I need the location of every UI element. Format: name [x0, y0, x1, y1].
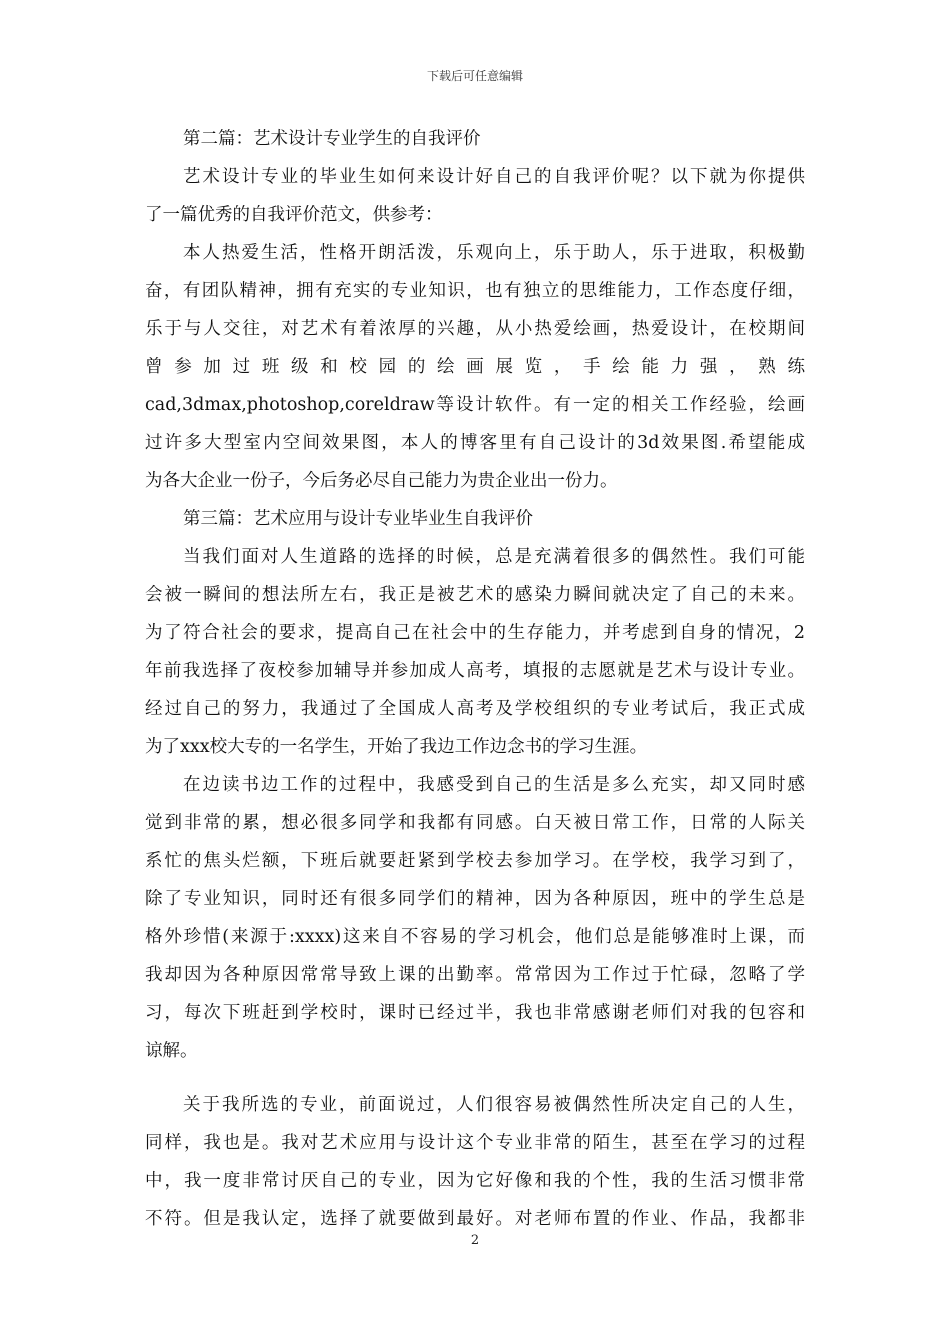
text-line: 经过自己的努力，我通过了全国成人高考及学校组织的专业考试后，我正式成	[145, 699, 805, 719]
text-line: 同样，我也是。我对艺术应用与设计这个专业非常的陌生，甚至在学习的过程	[145, 1133, 805, 1153]
text-line: 乐于与人交往，对艺术有着浓厚的兴趣，从小热爱绘画，热爱设计，在校期间	[145, 319, 805, 339]
text-line: 中，我一度非常讨厌自己的专业，因为它好像和我的个性，我的生活习惯非常	[145, 1171, 805, 1191]
text-line: 除了专业知识，同时还有很多同学们的精神，因为各种原因，班中的学生总是	[145, 889, 805, 909]
text-line: 习，每次下班赶到学校时，课时已经过半，我也非常感谢老师们对我的包容和	[145, 1003, 805, 1023]
page-header: 下载后可任意编辑	[426, 69, 523, 83]
text-line: cad,3dmax,photoshop,coreldraw等设计软件。有一定的相关工作经验，绘画	[145, 395, 805, 415]
text-line: 艺术设计专业的毕业生如何来设计好自己的自我评价呢？以下就为你提供	[183, 167, 805, 187]
text-line: 为了符合社会的要求，提高自己在社会中的生存能力，并考虑到自身的情况，2	[145, 623, 805, 643]
text-line: 不符。但是我认定，选择了就要做到最好。对老师布置的作业、作品，我都非	[145, 1209, 805, 1229]
text-line: 过许多大型室内空间效果图，本人的博客里有自己设计的3d效果图.希望能成	[145, 433, 805, 453]
text-line: 奋，有团队精神，拥有充实的专业知识，也有独立的思维能力，工作态度仔细，	[145, 281, 805, 301]
text-line: 为各大企业一份子，今后务必尽自己能力为贵企业出一份力。	[145, 471, 618, 491]
page-number: 2	[470, 1233, 480, 1248]
text-line: 了一篇优秀的自我评价范文，供参考：	[145, 205, 443, 225]
text-line: 在边读书边工作的过程中，我感受到自己的生活是多么充实，却又同时感	[183, 775, 805, 795]
text-line: 年前我选择了夜校参加辅导并参加成人高考，填报的志愿就是艺术与设计专业。	[145, 661, 805, 681]
paragraph-gap	[145, 1070, 805, 1086]
text-line: 本人热爱生活，性格开朗活泼，乐观向上，乐于助人，乐于进取，积极勤	[183, 243, 805, 263]
section-heading: 第二篇：艺术设计专业学生的自我评价	[183, 129, 481, 149]
section-heading: 第三篇：艺术应用与设计专业毕业生自我评价	[183, 509, 533, 529]
text-line: 会被一瞬间的想法所左右，我正是被艺术的感染力瞬间就决定了自己的未来。	[145, 585, 805, 605]
text-line: 格外珍惜(来源于:xxxx)这来自不容易的学习机会，他们总是能够准时上课，而	[145, 927, 805, 947]
text-line: 我却因为各种原因常常导致上课的出勤率。常常因为工作过于忙碌，忽略了学	[145, 965, 805, 985]
text-line: 谅解。	[145, 1041, 198, 1061]
text-line: 觉到非常的累，想必很多同学和我都有同感。白天被日常工作，日常的人际关	[145, 813, 805, 833]
text-line: 系忙的焦头烂额，下班后就要赶紧到学校去参加学习。在学校，我学习到了，	[145, 851, 805, 871]
document-body	[145, 120, 805, 1238]
text-line: 当我们面对人生道路的选择的时候，总是充满着很多的偶然性。我们可能	[183, 547, 805, 567]
text-line: 关于我所选的专业，前面说过，人们很容易被偶然性所决定自己的人生，	[183, 1095, 805, 1115]
text-line: 为了xxx校大专的一名学生，开始了我边工作边念书的学习生涯。	[145, 737, 648, 757]
text-line: 曾参加过班级和校园的绘画展览，手绘能力强，熟练	[145, 357, 805, 377]
